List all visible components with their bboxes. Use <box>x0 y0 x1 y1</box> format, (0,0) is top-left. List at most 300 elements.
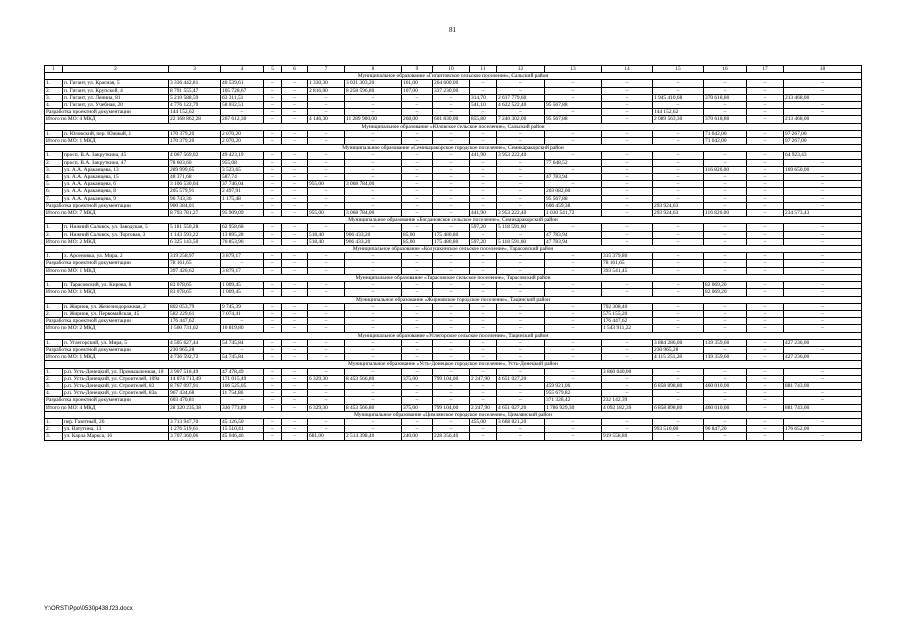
table-cell: – <box>470 390 497 397</box>
table-cell: – <box>704 418 747 425</box>
table-cell: – <box>747 181 784 188</box>
table-cell: – <box>264 94 282 101</box>
table-cell: 441,90 <box>470 152 497 159</box>
table-cell: – <box>402 138 433 145</box>
table-cell: – <box>747 87 784 94</box>
address-cell: ул. А.А. Араканцева, 9 <box>63 195 169 202</box>
table-cell: 175 480,80 <box>433 238 470 245</box>
table-cell: – <box>402 346 433 353</box>
table-cell: – <box>704 325 747 332</box>
table-cell: – <box>308 202 345 209</box>
table-cell: – <box>264 195 282 202</box>
table-cell: 2 089 563,30 <box>653 116 704 123</box>
table-cell: – <box>282 433 308 440</box>
section-title: Муниципальное образование «Усть-Донецкое городское поселение», Усть-Донецкий район <box>45 361 862 368</box>
table-cell: – <box>345 339 402 346</box>
table-cell: 541,10 <box>470 102 497 109</box>
table-cell: – <box>747 94 784 101</box>
table-cell: – <box>784 174 862 181</box>
table-cell: – <box>704 346 747 353</box>
table-cell: 5. <box>45 181 63 188</box>
table-cell: – <box>747 159 784 166</box>
table-cell: – <box>784 318 862 325</box>
table-cell: – <box>545 303 602 310</box>
table-cell: 95 567,88 <box>545 102 602 109</box>
table-row <box>45 80 862 87</box>
table-cell: – <box>282 224 308 231</box>
table-cell: 855,80 <box>470 116 497 123</box>
table-cell: – <box>264 159 282 166</box>
table-cell: – <box>747 390 784 397</box>
address-cell: п. Гигант, ул. Ленина, 81 <box>63 94 169 101</box>
summary-row <box>45 404 862 411</box>
table-cell: – <box>602 418 653 425</box>
table-cell: – <box>264 310 282 317</box>
table-cell: – <box>264 354 282 361</box>
table-cell: 993 510,00 <box>653 426 704 433</box>
table-cell: – <box>602 109 653 116</box>
table-cell: – <box>497 130 545 137</box>
table-cell: – <box>784 231 862 238</box>
table-cell: 1. <box>45 368 63 375</box>
table-cell: – <box>345 253 402 260</box>
table-cell: – <box>308 195 345 202</box>
column-number-cell: 15 <box>653 66 704 73</box>
table-cell: 955,08 <box>221 159 264 166</box>
section-header-row <box>45 217 862 224</box>
table-cell: 3 068 784,00 <box>345 210 402 217</box>
table-cell: – <box>784 159 862 166</box>
table-cell: 9 745,39 <box>221 303 264 310</box>
table-cell: – <box>402 260 433 267</box>
table-cell: – <box>264 130 282 137</box>
table-cell: – <box>264 166 282 173</box>
table-cell: 2. <box>45 87 63 94</box>
table-cell: 2. <box>45 375 63 382</box>
table-cell: – <box>653 87 704 94</box>
table-cell: 2. <box>45 310 63 317</box>
table-cell: 11 754,86 <box>221 390 264 397</box>
table-cell: – <box>747 325 784 332</box>
table-cell: 116 826,00 <box>704 166 747 173</box>
table-cell: – <box>497 80 545 87</box>
table-cell: – <box>747 310 784 317</box>
table-cell: – <box>345 282 402 289</box>
table-cell: – <box>704 195 747 202</box>
table-cell: – <box>221 346 264 353</box>
table-cell: 97 267,00 <box>784 138 862 145</box>
table-cell: – <box>282 166 308 173</box>
table-cell: – <box>470 195 497 202</box>
table-cell: – <box>282 339 308 346</box>
table-cell: 597,20 <box>470 224 497 231</box>
table-cell: 293 924,63 <box>653 210 704 217</box>
table-cell: – <box>545 130 602 137</box>
table-cell: – <box>470 325 497 332</box>
table-cell: – <box>784 202 862 209</box>
table-cell: 2. <box>45 159 63 166</box>
table-row <box>45 339 862 346</box>
table-cell: – <box>704 152 747 159</box>
table-cell: 955,00 <box>308 181 345 188</box>
table-cell: – <box>747 80 784 87</box>
table-cell: 1 175,48 <box>221 195 264 202</box>
table-cell: – <box>308 318 345 325</box>
table-cell: 213 468,00 <box>784 116 862 123</box>
table-cell: – <box>545 289 602 296</box>
section-title: Муниципальное образование «Семикаракорское городское поселение», Семикаракорский район <box>45 145 862 152</box>
table-cell: 78 603,60 <box>169 159 221 166</box>
table-cell: 1. <box>45 303 63 310</box>
table-cell: 597,20 <box>470 238 497 245</box>
table-cell: 169 650,00 <box>784 166 862 173</box>
table-cell: 370 618,80 <box>704 116 747 123</box>
column-number-cell: 2 <box>63 66 169 73</box>
table-cell: – <box>345 390 402 397</box>
table-cell: 3. <box>45 166 63 173</box>
table-cell: – <box>433 159 470 166</box>
table-cell: 455,00 <box>470 418 497 425</box>
table-cell: – <box>497 159 545 166</box>
section-header-row <box>45 332 862 339</box>
table-cell: – <box>497 202 545 209</box>
table-cell: – <box>545 94 602 101</box>
table-cell: – <box>602 159 653 166</box>
table-cell: – <box>602 102 653 109</box>
section-header-row <box>45 73 862 80</box>
table-cell: 176 447,62 <box>169 318 221 325</box>
table-cell: 2 070,20 <box>221 130 264 137</box>
table-cell: – <box>602 152 653 159</box>
table-row <box>45 303 862 310</box>
table-cell: 802 053,79 <box>169 303 221 310</box>
table-cell: – <box>497 231 545 238</box>
table-cell: – <box>264 238 282 245</box>
table-cell: – <box>282 138 308 145</box>
table-cell: 1 143 593,22 <box>169 231 221 238</box>
table-cell: 71 042,00 <box>704 138 747 145</box>
table-cell: 37 746,04 <box>221 181 264 188</box>
table-cell: – <box>704 224 747 231</box>
table-cell: – <box>470 382 497 389</box>
table-cell: – <box>545 433 602 440</box>
table-cell: – <box>345 426 402 433</box>
summary-row <box>45 138 862 145</box>
column-number-cell: 6 <box>282 66 308 73</box>
table-cell: 3 860 040,00 <box>602 368 653 375</box>
table-cell: – <box>653 325 704 332</box>
table-cell: – <box>264 174 282 181</box>
table-cell: 919 558,80 <box>602 433 653 440</box>
table-cell: – <box>308 390 345 397</box>
table-cell: – <box>402 303 433 310</box>
table-cell: – <box>282 404 308 411</box>
table-cell: 47 783,94 <box>545 231 602 238</box>
table-cell: – <box>653 289 704 296</box>
table-cell: 5 118 591,60 <box>497 238 545 245</box>
table-cell: – <box>345 267 402 274</box>
table-cell: – <box>497 174 545 181</box>
table-cell: 799 104,00 <box>433 375 470 382</box>
table-cell: – <box>602 426 653 433</box>
table-cell: – <box>402 390 433 397</box>
table-cell: – <box>282 310 308 317</box>
address-cell: п. Жирнов, ул. Железнодорожная, 2 <box>63 303 169 310</box>
table-cell: – <box>653 318 704 325</box>
table-row <box>45 166 862 173</box>
table-cell: 4. <box>45 102 63 109</box>
table-cell: – <box>545 109 602 116</box>
table-cell: 2 247,90 <box>470 375 497 382</box>
table-cell: – <box>653 433 704 440</box>
table-cell: – <box>653 102 704 109</box>
table-cell: – <box>545 426 602 433</box>
table-cell: – <box>545 138 602 145</box>
table-cell: – <box>264 116 282 123</box>
table-cell: 4 651 027,20 <box>497 404 545 411</box>
address-cell: пер. Газетный, 26 <box>63 418 169 425</box>
table-cell: 77 648,52 <box>545 159 602 166</box>
table-cell: – <box>433 303 470 310</box>
table-cell: – <box>704 318 747 325</box>
table-cell: – <box>653 174 704 181</box>
table-cell: 375,00 <box>402 404 433 411</box>
table-cell: 95 567,88 <box>545 116 602 123</box>
column-number-cell: 16 <box>704 66 747 73</box>
table-cell: – <box>497 346 545 353</box>
table-cell: 1 009,45 <box>221 289 264 296</box>
table-cell: – <box>784 260 862 267</box>
table-cell: 48 371,68 <box>169 174 221 181</box>
table-cell: – <box>784 188 862 195</box>
table-cell: 1 030 541,72 <box>545 210 602 217</box>
table-cell: – <box>497 109 545 116</box>
column-number-cell: 9 <box>402 66 433 73</box>
address-cell: п. Юловский, пер. Южный, 1 <box>63 130 169 137</box>
table-cell: 606 459,38 <box>545 202 602 209</box>
table-cell: – <box>784 433 862 440</box>
table-cell: – <box>264 426 282 433</box>
table-cell: – <box>653 130 704 137</box>
summary-label: Итого по МО: 1 МКД <box>45 138 169 145</box>
table-cell: – <box>602 231 653 238</box>
table-cell: 203 082,00 <box>545 188 602 195</box>
table-cell: 4. <box>45 174 63 181</box>
table-cell: 1. <box>45 130 63 137</box>
table-cell: – <box>433 181 470 188</box>
table-cell: – <box>470 368 497 375</box>
summary-label: Разработка проектной документации <box>45 202 169 209</box>
table-cell: – <box>282 109 308 116</box>
table-cell: – <box>264 87 282 94</box>
table-cell: – <box>470 433 497 440</box>
table-cell: – <box>470 267 497 274</box>
table-cell: 906 433,20 <box>345 238 402 245</box>
table-cell: – <box>747 354 784 361</box>
table-cell: – <box>704 231 747 238</box>
table-cell: – <box>282 202 308 209</box>
table-cell: – <box>653 224 704 231</box>
table-cell: – <box>282 354 308 361</box>
table-cell: – <box>704 267 747 274</box>
table-row <box>45 130 862 137</box>
table-cell: – <box>282 152 308 159</box>
table-cell: – <box>345 188 402 195</box>
table-cell: – <box>402 325 433 332</box>
table-cell: – <box>497 188 545 195</box>
column-number-cell: 10 <box>433 66 470 73</box>
table-cell: 107,00 <box>402 87 433 94</box>
table-cell: – <box>264 404 282 411</box>
table-cell: 47 783,94 <box>545 174 602 181</box>
table-cell: – <box>433 318 470 325</box>
table-cell: – <box>470 346 497 353</box>
table-cell: – <box>784 102 862 109</box>
table-cell: 1 945 410,68 <box>653 94 704 101</box>
table-cell: – <box>264 375 282 382</box>
table-cell: – <box>470 339 497 346</box>
section-header-row <box>45 361 862 368</box>
table-cell: 8 453 566,80 <box>345 375 402 382</box>
table-cell: – <box>497 87 545 94</box>
table-cell: – <box>784 195 862 202</box>
table-cell: – <box>282 238 308 245</box>
table-cell: – <box>704 202 747 209</box>
table-cell: – <box>784 375 862 382</box>
table-cell: – <box>282 94 308 101</box>
table-cell: – <box>470 80 497 87</box>
table-cell: – <box>602 116 653 123</box>
table-cell: 6 329,30 <box>308 404 345 411</box>
table-row <box>45 253 862 260</box>
table-cell: – <box>264 303 282 310</box>
table-cell: 8 793 781,27 <box>169 210 221 217</box>
table-cell: – <box>402 267 433 274</box>
table-cell: – <box>747 224 784 231</box>
table-cell: – <box>653 397 704 404</box>
table-cell: – <box>747 260 784 267</box>
section-title: Муниципальное образование «Колушкинское сельское поселение», Тарасовский район <box>45 246 862 253</box>
table-cell: 427 236,00 <box>784 339 862 346</box>
column-number-cell: 13 <box>545 66 602 73</box>
table-cell: – <box>433 130 470 137</box>
table-cell: – <box>264 102 282 109</box>
table-cell: – <box>345 152 402 159</box>
table-cell: – <box>602 238 653 245</box>
table-cell: 5 118 591,60 <box>497 224 545 231</box>
table-cell: – <box>264 202 282 209</box>
column-number-cell: 18 <box>784 66 862 73</box>
table-cell: 6 329,30 <box>308 375 345 382</box>
table-cell: – <box>747 102 784 109</box>
table-cell: – <box>602 181 653 188</box>
table-cell: 6. <box>45 188 63 195</box>
table-cell: – <box>497 181 545 188</box>
table-row <box>45 174 862 181</box>
table-cell: – <box>784 267 862 274</box>
table-cell: – <box>345 354 402 361</box>
table-cell: – <box>470 202 497 209</box>
table-cell: – <box>402 102 433 109</box>
table-cell: – <box>282 188 308 195</box>
section-header-row <box>45 274 862 281</box>
table-cell: – <box>345 109 402 116</box>
address-cell: ул. А.А. Араканцева, 6 <box>63 181 169 188</box>
table-cell: – <box>704 87 747 94</box>
table-cell: – <box>433 202 470 209</box>
summary-row <box>45 318 862 325</box>
table-cell: – <box>653 159 704 166</box>
table-cell: – <box>784 80 862 87</box>
table-cell: – <box>747 382 784 389</box>
table-cell: – <box>545 87 602 94</box>
section-header-row <box>45 123 862 130</box>
table-cell: – <box>747 130 784 137</box>
table-cell: – <box>602 382 653 389</box>
table-cell: – <box>282 390 308 397</box>
table-cell: – <box>497 260 545 267</box>
table-cell: – <box>402 318 433 325</box>
table-cell: 176 447,62 <box>602 318 653 325</box>
table-cell: – <box>264 231 282 238</box>
address-cell: ул. А.А. Араканцева, 13 <box>63 166 169 173</box>
table-cell: 881 743,00 <box>784 404 862 411</box>
table-cell: – <box>653 418 704 425</box>
table-row <box>45 382 862 389</box>
summary-label: Разработка проектной документации <box>45 109 169 116</box>
table-cell: 8 791 555,47 <box>169 87 221 94</box>
table-cell: – <box>545 354 602 361</box>
table-cell: – <box>470 289 497 296</box>
table-cell: – <box>221 318 264 325</box>
table-cell: 71 042,00 <box>704 130 747 137</box>
table-cell: – <box>470 310 497 317</box>
table-cell: 4 092 182,39 <box>602 404 653 411</box>
table-cell: – <box>308 94 345 101</box>
table-cell: 13 895,28 <box>221 231 264 238</box>
section-title: Муниципальное образование «Углегорское сельское поселение», Тацинский район <box>45 332 862 339</box>
section-header-row <box>45 246 862 253</box>
table-cell: – <box>653 238 704 245</box>
table-cell: – <box>264 210 282 217</box>
table-cell: 1. <box>45 80 63 87</box>
table-cell: – <box>497 339 545 346</box>
table-cell: – <box>282 102 308 109</box>
table-cell: 955 679,82 <box>545 390 602 397</box>
table-cell: – <box>433 267 470 274</box>
table-cell: 4. <box>45 390 63 397</box>
address-cell: р.п. Усть-Донецкий, ул. Промышленная, 10 <box>63 368 169 375</box>
table-cell: – <box>282 181 308 188</box>
table-cell: – <box>653 195 704 202</box>
table-cell: – <box>545 418 602 425</box>
table-cell: – <box>402 188 433 195</box>
table-cell: – <box>282 116 308 123</box>
table-cell: 11 289 900,00 <box>345 116 402 123</box>
table-cell: – <box>433 253 470 260</box>
table-cell: 3. <box>45 382 63 389</box>
table-cell: – <box>282 210 308 217</box>
summary-label: Разработка проектной документации <box>45 318 169 325</box>
address-cell: просп. В.А. Закруткина, 45 <box>63 152 169 159</box>
table-cell: – <box>470 303 497 310</box>
table-cell: – <box>264 138 282 145</box>
table-row <box>45 195 862 202</box>
table-cell: 6 325 143,50 <box>169 238 221 245</box>
table-cell: 230 965,28 <box>169 346 221 353</box>
column-number-row <box>45 66 862 73</box>
table-cell: – <box>308 152 345 159</box>
